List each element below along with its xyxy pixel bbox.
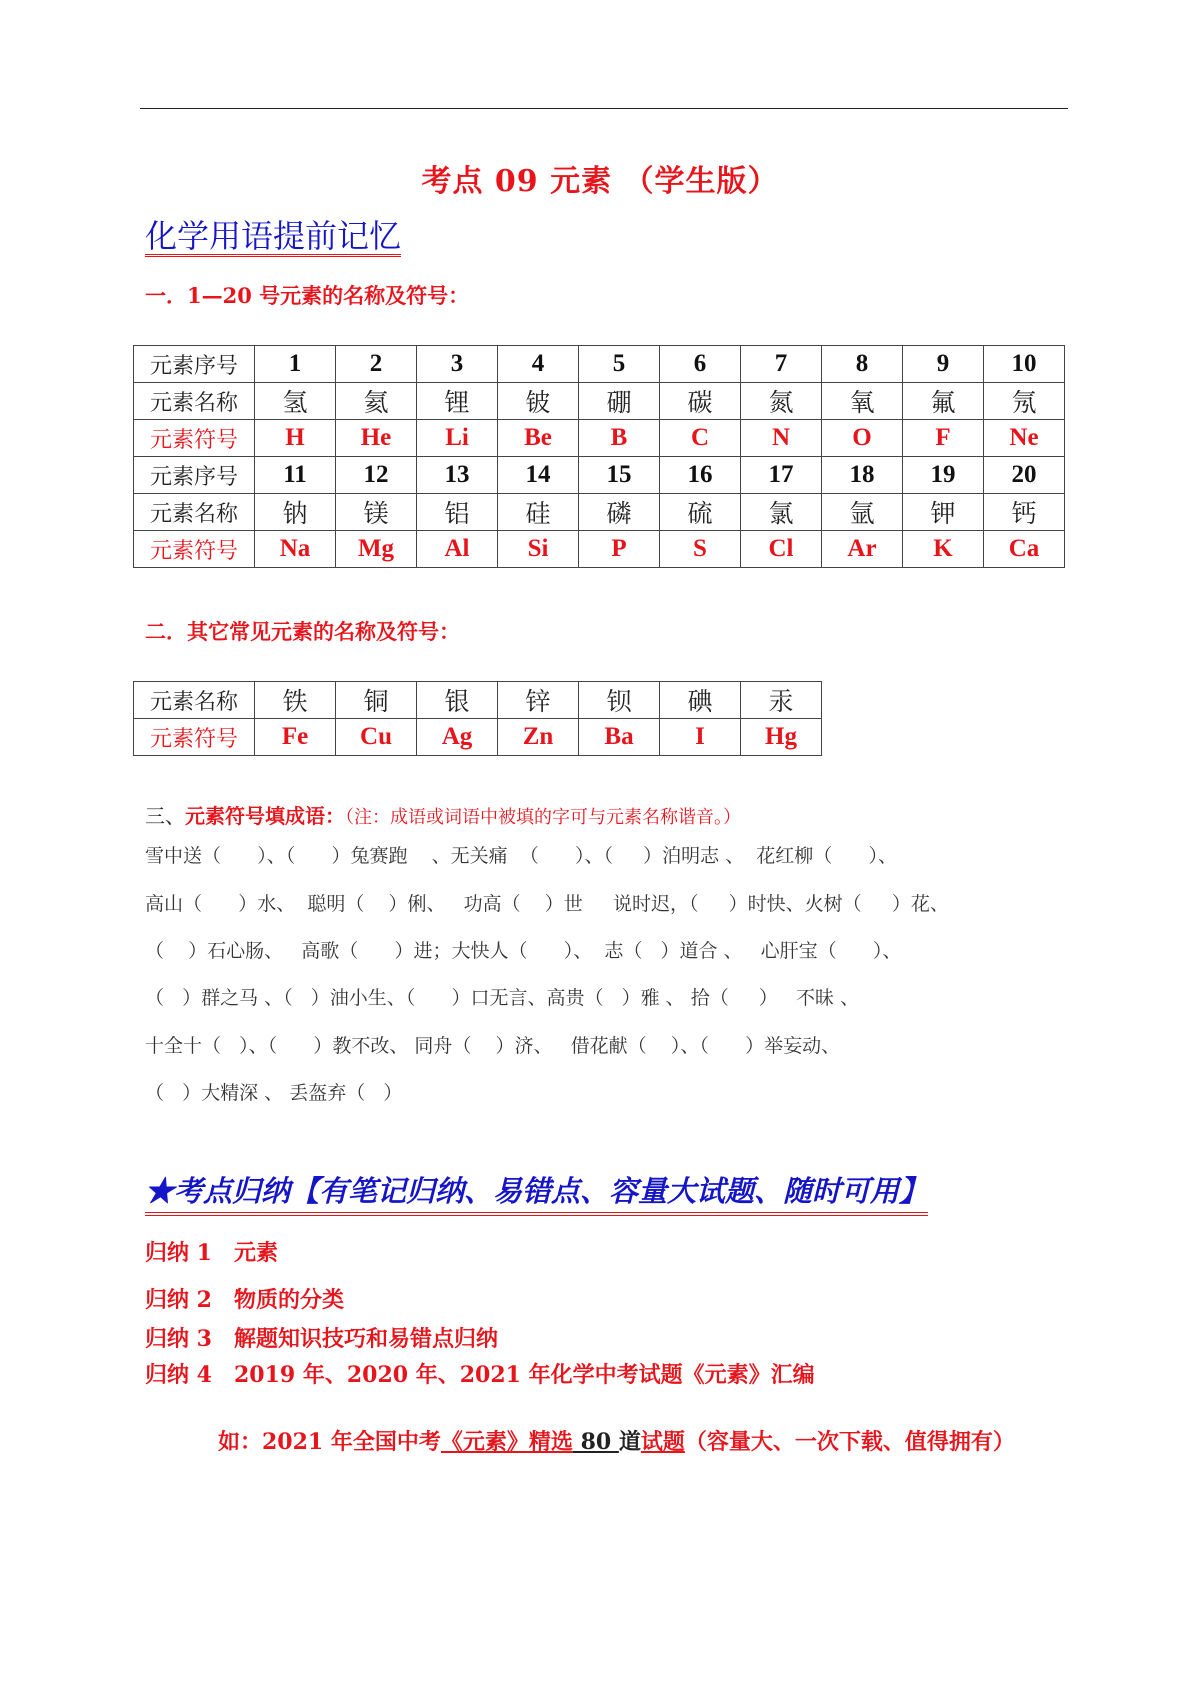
table-cell: 20 xyxy=(984,457,1065,494)
table-row xyxy=(134,531,1065,568)
table-cell: P xyxy=(579,531,660,568)
promo-link[interactable]: 试题 xyxy=(640,1429,685,1455)
row-label: 元素符号 xyxy=(134,719,255,756)
table-cell: Ba xyxy=(579,719,660,756)
idiom-line: （ ）群之马 、（ ）油小生、（ ）口无言、高贵（ ）雅 、 拾（ ） 不昧 、 xyxy=(145,987,860,1009)
table-cell: Ca xyxy=(984,531,1065,568)
table-cell: 氮 xyxy=(741,383,822,420)
table-cell: 16 xyxy=(660,457,741,494)
table-cell: 15 xyxy=(579,457,660,494)
section-2-title: 二．其它常见元素的名称及符号： xyxy=(145,619,460,644)
table-cell: 钙 xyxy=(984,494,1065,531)
table-cell: N xyxy=(741,420,822,457)
table-cell: Fe xyxy=(255,719,336,756)
table-cell: 氖 xyxy=(984,383,1065,420)
table-cell: 锌 xyxy=(498,682,579,719)
table-cell: 17 xyxy=(741,457,822,494)
table-cell: Ar xyxy=(822,531,903,568)
table-cell: C xyxy=(660,420,741,457)
section-3-title xyxy=(145,800,741,829)
table-cell: 汞 xyxy=(741,682,822,719)
idiom-line: 雪中送（ ）、（ ）兔赛跑 、无关痛 （ ）、（ ）泊明志 、 花红柳（ ）、 xyxy=(145,845,898,867)
table-cell: Cu xyxy=(336,719,417,756)
section-1-title: 一．1—20 号元素的名称及符号： xyxy=(145,283,470,308)
row-label: 元素符号 xyxy=(134,531,255,568)
table-cell: Al xyxy=(417,531,498,568)
section-3-prefix: 三、 xyxy=(145,804,185,828)
summary-item[interactable]: 归纳 2 物质的分类 xyxy=(145,1287,344,1313)
table-row xyxy=(134,494,1065,531)
table-cell: 8 xyxy=(822,346,903,383)
idiom-line: （ ）大精深 、 丢盔弃（ ） xyxy=(145,1082,403,1104)
table-row xyxy=(134,682,822,719)
table-cell: 钠 xyxy=(255,494,336,531)
idiom-line: （ ）石心肠、 高歌（ ）进；大快人（ ）、 志（ ）道合 、 心肝宝（ ）、 xyxy=(145,940,902,962)
section-3-note: （注：成语或词语中被填的字可与元素名称谐音。） xyxy=(345,807,741,828)
table-cell: 12 xyxy=(336,457,417,494)
promo-link[interactable]: 《元素》精选 xyxy=(440,1429,573,1455)
table-cell: 11 xyxy=(255,457,336,494)
summary-item[interactable]: 归纳 4 2019 年、2020 年、2021 年化学中考试题《元素》汇编 xyxy=(145,1362,815,1388)
table-cell: 硅 xyxy=(498,494,579,531)
table-cell: 13 xyxy=(417,457,498,494)
table-cell: 锂 xyxy=(417,383,498,420)
table-cell: 氟 xyxy=(903,383,984,420)
table-cell: 10 xyxy=(984,346,1065,383)
table-cell: 氧 xyxy=(822,383,903,420)
table-cell: 铍 xyxy=(498,383,579,420)
table-cell: Ag xyxy=(417,719,498,756)
table-cell: 3 xyxy=(417,346,498,383)
table-row xyxy=(134,420,1065,457)
table-cell: 银 xyxy=(417,682,498,719)
row-label: 元素名称 xyxy=(134,682,255,719)
summary-item[interactable]: 归纳 3 解题知识技巧和易错点归纳 xyxy=(145,1326,498,1352)
row-label: 元素名称 xyxy=(134,383,255,420)
idiom-line: 高山（ ）水、 聪明（ ）俐、 功高（ ）世 说时迟，（ ）时快、火树（ ）花、 xyxy=(145,893,949,915)
table-cell: 碳 xyxy=(660,383,741,420)
table-cell: K xyxy=(903,531,984,568)
row-label: 元素序号 xyxy=(134,457,255,494)
row-label: 元素名称 xyxy=(134,494,255,531)
summary-heading: ★考点归纳【有笔记归纳、易错点、容量大试题、随时可用】 xyxy=(145,1172,928,1216)
row-label: 元素序号 xyxy=(134,346,255,383)
table-row xyxy=(134,719,822,756)
table-cell: H xyxy=(255,420,336,457)
table-cell: 氯 xyxy=(741,494,822,531)
table-cell: 钡 xyxy=(579,682,660,719)
table-cell: 19 xyxy=(903,457,984,494)
table-row xyxy=(134,457,1065,494)
table-cell: Be xyxy=(498,420,579,457)
table-cell: 14 xyxy=(498,457,579,494)
table-cell: 氩 xyxy=(822,494,903,531)
table-cell: 7 xyxy=(741,346,822,383)
table-cell: 5 xyxy=(579,346,660,383)
idiom-line: 十全十（ ）、（ ）教不改、 同舟（ ）济、 借花献（ ）、（ ）举妄动、 xyxy=(145,1035,841,1057)
table-cell: 钾 xyxy=(903,494,984,531)
table-cell: 1 xyxy=(255,346,336,383)
section-heading: 化学用语提前记忆 xyxy=(145,217,402,255)
table-cell: Li xyxy=(417,420,498,457)
table-cell: 铝 xyxy=(417,494,498,531)
header-rule xyxy=(140,108,1068,109)
table-cell: 6 xyxy=(660,346,741,383)
section-3-label: 元素符号填成语： xyxy=(185,804,345,828)
table-cell: Zn xyxy=(498,719,579,756)
row-label: 元素符号 xyxy=(134,420,255,457)
table-cell: 磷 xyxy=(579,494,660,531)
table-cell: Si xyxy=(498,531,579,568)
table-cell: 铁 xyxy=(255,682,336,719)
table-cell: 4 xyxy=(498,346,579,383)
table-cell: Hg xyxy=(741,719,822,756)
table-cell: 硫 xyxy=(660,494,741,531)
table-cell: Na xyxy=(255,531,336,568)
table-cell: 硼 xyxy=(579,383,660,420)
table-cell: Ne xyxy=(984,420,1065,457)
table-cell: 氦 xyxy=(336,383,417,420)
elements-table-1-20 xyxy=(133,345,1065,568)
table-cell: Mg xyxy=(336,531,417,568)
table-row xyxy=(134,383,1065,420)
table-row xyxy=(134,346,1065,383)
table-cell: 碘 xyxy=(660,682,741,719)
other-elements-table xyxy=(133,681,822,756)
table-cell: 9 xyxy=(903,346,984,383)
page-title: 考点 09 元素 （学生版） xyxy=(421,164,779,199)
table-cell: 18 xyxy=(822,457,903,494)
table-cell: He xyxy=(336,420,417,457)
table-cell: F xyxy=(903,420,984,457)
table-cell: 铜 xyxy=(336,682,417,719)
table-cell: Cl xyxy=(741,531,822,568)
promo-line: 如：2021 年全国中考《元素》精选 80 道试题（容量大、一次下载、值得拥有） xyxy=(218,1429,1015,1455)
table-cell: 氢 xyxy=(255,383,336,420)
table-cell: 2 xyxy=(336,346,417,383)
table-cell: B xyxy=(579,420,660,457)
table-cell: I xyxy=(660,719,741,756)
summary-item[interactable]: 归纳 1 元素 xyxy=(145,1240,278,1266)
table-cell: 镁 xyxy=(336,494,417,531)
table-cell: S xyxy=(660,531,741,568)
table-cell: O xyxy=(822,420,903,457)
